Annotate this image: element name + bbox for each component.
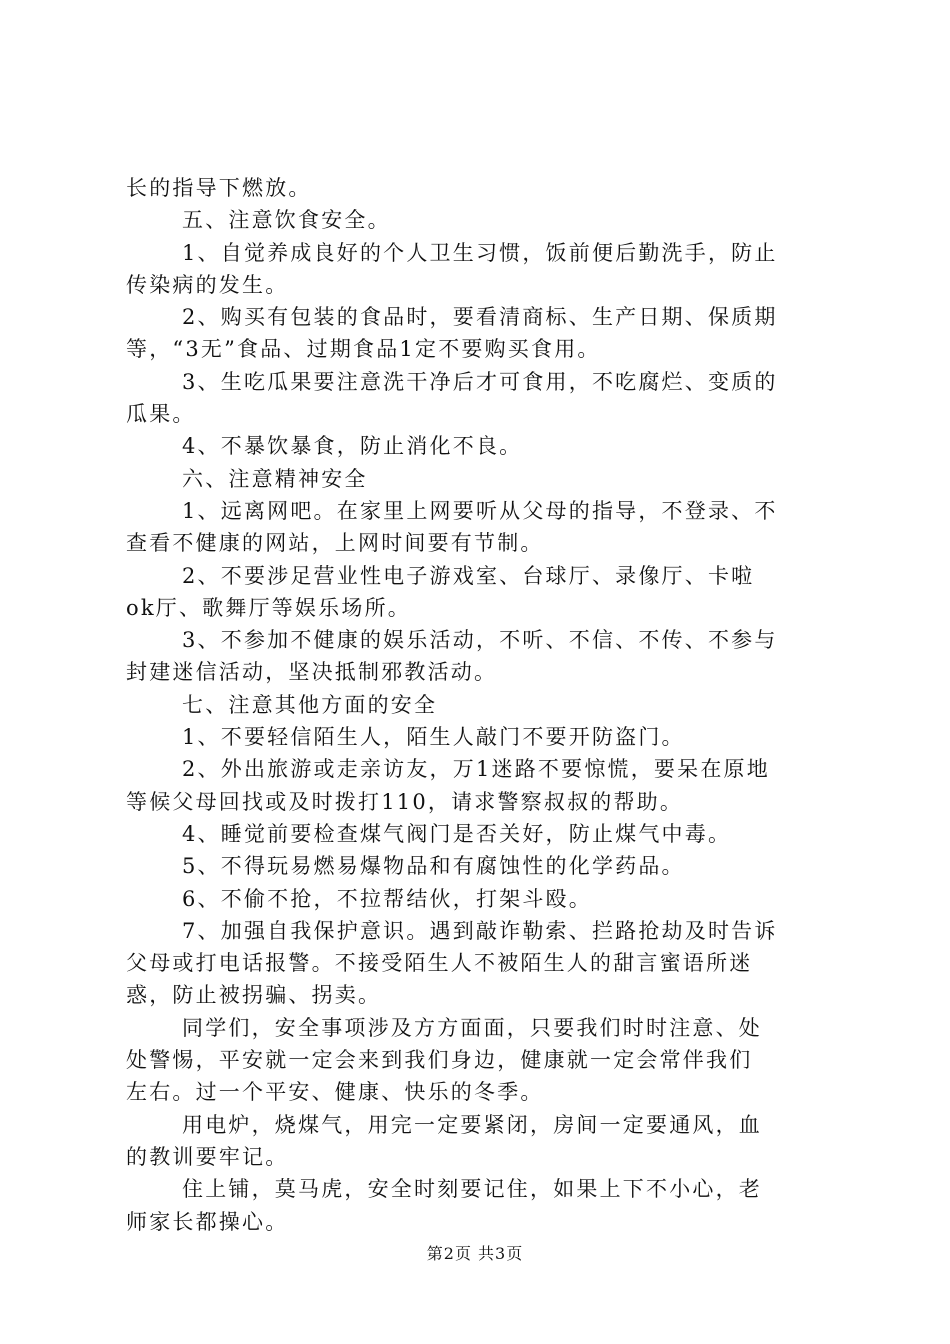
text-line: 4、不暴饮暴食，防止消化不良。 [182,434,523,459]
text-line: 等，“3无”食品、过期食品1定不要购买食用。 [126,337,601,362]
text-line: 4、睡觉前要检查煤气阀门是否关好，防止煤气中毒。 [182,821,732,846]
text-line: 同学们，安全事项涉及方方面面，只要我们时时注意、处 [182,1015,762,1040]
text-line: 传染病的发生。 [126,272,289,297]
text-line: ok厅、歌舞厅等娱乐场所。 [126,595,411,620]
text-line: 的教训要牢记。 [126,1144,289,1169]
text-line: 瓜果。 [126,402,196,427]
text-line: 3、不参加不健康的娱乐活动，不听、不信、不传、不参与 [182,628,778,653]
text-line: 长的指导下燃放。 [126,176,312,200]
text-line: 左右。过一个平安、健康、快乐的冬季。 [126,1080,544,1105]
text-line: 1、远离网吧。在家里上网要听从父母的指导，不登录、不 [182,498,778,523]
text-line: 2、不要涉足营业性电子游戏室、台球厅、录像厅、卡啦 [182,563,755,588]
text-line: 住上铺，莫马虎，安全时刻要记住，如果上下不小心，老 [182,1177,762,1202]
text-line: 七、注意其他方面的安全 [182,692,438,717]
text-line: 父母或打电话报警。不接受陌生人不被陌生人的甜言蜜语所迷 [126,951,753,976]
text-line: 2、外出旅游或走亲访友，万1迷路不要惊慌，要呆在原地 [182,757,770,782]
text-line: 2、购买有包装的食品时，要看清商标、生产日期、保质期 [182,305,778,330]
text-line: 等候父母回找或及时拨打110，请求警察叔叔的帮助。 [126,789,684,814]
text-line: 用电炉，烧煤气，用完一定要紧闭，房间一定要通风，血 [182,1112,762,1137]
text-line: 五、注意饮食安全。 [182,208,391,233]
text-line: 5、不得玩易燃易爆物品和有腐蚀性的化学药品。 [182,854,685,879]
text-line: 1、自觉养成良好的个人卫生习惯，饭前便后勤洗手，防止 [182,240,778,265]
text-line: 封建迷信活动，坚决抵制邪教活动。 [126,660,498,685]
text-line: 六、注意精神安全 [182,466,368,491]
text-line: 1、不要轻信陌生人，陌生人敲门不要开防盗门。 [182,725,685,750]
text-line: 7、加强自我保护意识。遇到敲诈勒索、拦路抢劫及时告诉 [182,918,778,943]
document-body [126,172,832,1238]
page-number-footer: 第2页 共3页 [426,1244,524,1263]
text-line: 查看不健康的网站，上网时间要有节制。 [126,531,544,556]
text-line: 师家长都操心。 [126,1209,289,1234]
text-line: 6、不偷不抢，不拉帮结伙，打架斗殴。 [182,886,592,911]
text-line: 3、生吃瓜果要注意洗干净后才可食用，不吃腐烂、变质的 [182,369,778,394]
text-line: 惑，防止被拐骗、拐卖。 [126,983,382,1008]
text-line: 处警惕，平安就一定会来到我们身边，健康就一定会常伴我们 [126,1048,753,1073]
